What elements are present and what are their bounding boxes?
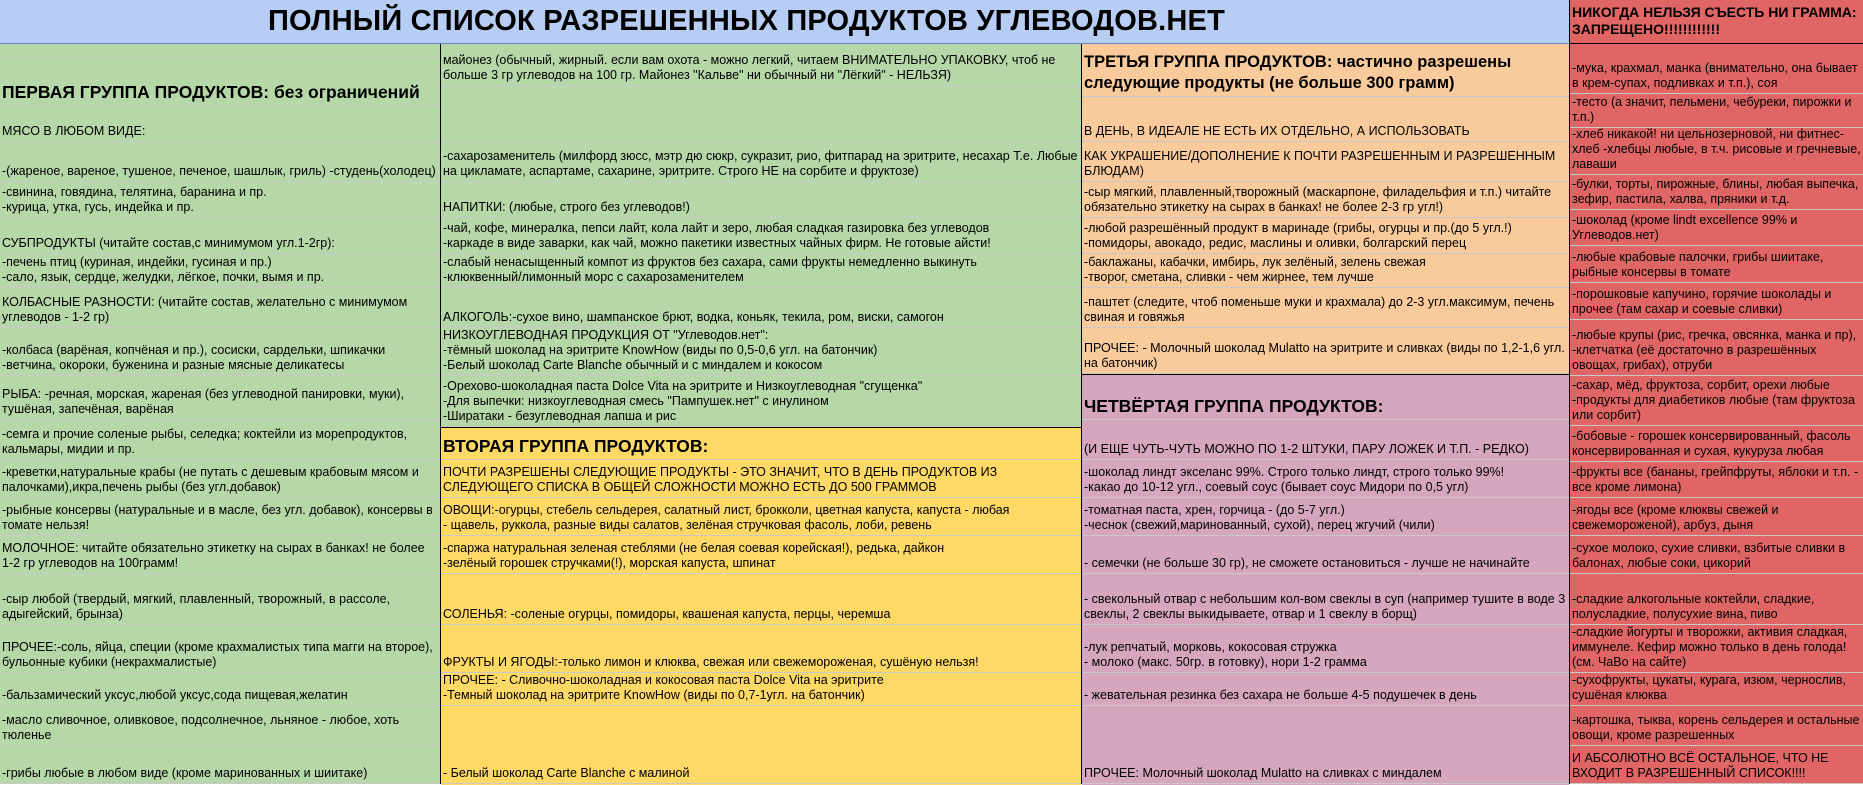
group2-heading[interactable]: ВТОРАЯ ГРУППА ПРОДУКТОВ: xyxy=(441,428,1081,460)
table-cell[interactable]: -масло сливочное, оливковое, подсолнечное, льняное - любое, хоть тюленье xyxy=(0,706,440,746)
table-cell[interactable]: -фрукты все (бананы, грейпфруты, яблоки и т.п. - все кроме лимона) xyxy=(1570,462,1863,498)
table-cell[interactable] xyxy=(441,86,1081,142)
table-cell[interactable]: -сладкие алкогольные коктейли, сладкие, полусладкие, полусухие вина, пиво xyxy=(1570,574,1863,625)
table-cell[interactable]: -лук репчатый, морковь, кокосовая стружка - молоко (макс. 50гр. в готовку), нори 1-2 грамма xyxy=(1082,625,1569,673)
table-cell[interactable]: -тесто (а значит, пельмени, чебуреки, пирожки и т.п.) xyxy=(1570,94,1863,128)
table-cell[interactable]: - жевательная резинка без сахара не больше 4-5 подушечек в день xyxy=(1082,673,1569,706)
table-cell[interactable]: -сухое молоко, сухие сливки, взбитые сливки в балонах, любые соки, цикорий xyxy=(1570,536,1863,574)
table-cell[interactable]: -булки, торты, пирожные, блины, любая выпечка, зефир, пастила, халва, пряники и т.д. xyxy=(1570,175,1863,210)
table-cell[interactable]: ОВОЩИ:-огурцы, стебель сельдерея, салатный лист, брокколи, цветная капуста, капуста - любая - щавель, руккола, разные виды салатов, зелёная стручковая фасоль, лоби, ревень xyxy=(441,498,1081,536)
table-cell[interactable]: ФРУКТЫ И ЯГОДЫ:-только лимон и клюква, свежая или свежемороженая, сушёную нельзя! xyxy=(441,625,1081,673)
table-cell[interactable]: ПРОЧЕЕ: - Молочный шоколад Mulatto на эритрите и сливках (виды по 1,2-1,6 угл. на батончик) xyxy=(1082,328,1569,374)
table-cell[interactable]: -бобовые - горошек консервированный, фасоль консервированная и сухая, кукуруза любая xyxy=(1570,426,1863,462)
table-cell[interactable]: И АБСОЛЮТНО ВСЁ ОСТАЛЬНОЕ, ЧТО НЕ ВХОДИТ В РАЗРЕШЕННЫЙ СПИСОК!!!! xyxy=(1570,746,1863,784)
column-divider xyxy=(1569,0,1570,784)
table-cell[interactable]: -сахар, мёд, фруктоза, сорбит, орехи любые -продукты для диабетиков любые (там фруктоза или сорбит) xyxy=(1570,376,1863,426)
table-cell[interactable]: -любой разрешённый продукт в маринаде (грибы, огурцы и пр.(до 5 угл.!) -помидоры, авокадо, редис, маслины и оливки, болгарский перец xyxy=(1082,218,1569,254)
table-cell[interactable]: НИЗКОУГЛЕВОДНАЯ ПРОДУКЦИЯ ОТ "Углеводов.нет": -тёмный шоколад на эритрите KnowHow (виды по 0,5-0,6 угл. на батончик) -Белый шоколад Carte Blanche обычный и с миндалем и кокосом xyxy=(441,328,1081,376)
column-divider xyxy=(440,44,441,784)
table-cell[interactable]: -креветки,натуральные крабы (не путать с дешевым крабовым мясом и палочками),икра,печень рыбы (без угл.добавок) xyxy=(0,460,440,498)
table-cell[interactable]: -томатная паста, хрен, горчица - (до 5-7 угл.) -чеснок (свежий,маринованный, сухой), перец жгучий (чили) xyxy=(1082,498,1569,536)
column-forbidden xyxy=(1570,0,1863,784)
table-cell[interactable]: НАПИТКИ: (любые, строго без углеводов!) xyxy=(441,182,1081,218)
table-cell[interactable]: -паштет (следите, чтоб поменьше муки и крахмала) до 2-3 угл.максимум, печень свиная и говяжья xyxy=(1082,288,1569,328)
table-cell[interactable]: ПРОЧЕЕ: - Сливочно-шоколадная и кокосовая паста Dolce Vita на эритрите -Темный шоколад на эритрите KnowHow (виды по 0,7-1угл. на батончик) xyxy=(441,673,1081,706)
table-cell[interactable]: -слабый ненасыщенный компот из фруктов без сахара, сами фрукты немедленно выкинуть -клюквенный/лимонный морс с сахарозаменителем xyxy=(441,254,1081,288)
table-cell[interactable]: - Белый шоколад Carte Blanche с малиной xyxy=(441,706,1081,784)
table-cell[interactable]: -сыр мягкий, плавленный,творожный (маскарпоне, филадельфия и т.п.) читайте обязательно этикетку на сырах в банках! не более 2-3 гр угл!) xyxy=(1082,182,1569,218)
table-cell[interactable]: -баклажаны, кабачки, имбирь, лук зелёный, зелень свежая -творог, сметана, сливки - чем жирнее, тем лучше xyxy=(1082,254,1569,288)
table-cell[interactable] xyxy=(0,44,440,59)
table-cell[interactable]: -сладкие йогурты и творожки, активия сладкая, иммунеле. Кефир можно только в день голода! (см. ЧаВо на сайте) xyxy=(1570,625,1863,673)
table-cell[interactable]: - свекольный отвар с небольшим кол-вом свеклы в суп (например тушите в воде 3 свеклы, 2 свеклы выкидываете, отвар и 1 свеклу в борщ) xyxy=(1082,574,1569,625)
table-cell[interactable]: -порошковые капучино, горячие шоколады и прочее (там сахар и соевые сливки) xyxy=(1570,283,1863,320)
group4-heading[interactable]: ЧЕТВЁРТАЯ ГРУППА ПРОДУКТОВ: xyxy=(1082,375,1569,420)
table-cell[interactable]: -семга и прочие соленые рыбы, селедка; коктейли из морепродуктов, кальмары, мидии и пр. xyxy=(0,420,440,460)
table-cell[interactable]: МЯСО В ЛЮБОМ ВИДЕ: xyxy=(0,106,440,142)
column-divider xyxy=(1081,44,1082,784)
table-cell[interactable]: -сахарозаменитель (милфорд зюсс, мэтр дю сюкр, сукразит, рио, фитпарад на эритрите, несахар Т.е. Любые на цикламате, аспартаме, сахарине, эритрите. Строго НЕ на сорбите и фруктозе) xyxy=(441,142,1081,182)
table-cell[interactable]: ПРОЧЕЕ:-соль, яйца, специи (кроме крахмалистых типа магги на второе), бульонные кубики (некрахмалистые) xyxy=(0,625,440,673)
table-cell[interactable]: (И ЕЩЕ ЧУТЬ-ЧУТЬ МОЖНО ПО 1-2 ШТУКИ, ПАРУ ЛОЖЕК И Т.П. - РЕДКО) xyxy=(1082,420,1569,460)
table-cell[interactable]: -мука, крахмал, манка (внимательно, она бывает в крем-супах, подливках и т.п.), соя xyxy=(1570,44,1863,94)
table-cell[interactable]: -печень птиц (куриная, индейки, гусиная и пр.) -сало, язык, сердце, желудки, лёгкое, почки, вымя и пр. xyxy=(0,254,440,288)
table-cell[interactable]: -спаржа натуральная зеленая стеблями (не белая соевая корейская!), редька, дайкон -зелёный горошек стручками(!), морская капуста, шпинат xyxy=(441,536,1081,574)
table-cell[interactable]: -любые крабовые палочки, грибы шиитаке, рыбные консервы в томате xyxy=(1570,246,1863,283)
table-cell[interactable]: В ДЕНЬ, В ИДЕАЛЕ НЕ ЕСТЬ ИХ ОТДЕЛЬНО, А ИСПОЛЬЗОВАТЬ xyxy=(1082,97,1569,142)
group3-heading[interactable]: ТРЕТЬЯ ГРУППА ПРОДУКТОВ: частично разрешены следующие продукты (не больше 300 грамм) xyxy=(1082,44,1569,97)
table-cell[interactable]: -чай, кофе, минералка, пепси лайт, кола лайт и зеро, любая сладкая газировка без углеводов -каркаде в виде заварки, как чай, можно пакетики известных чайных фирм. Не готовые айсти! xyxy=(441,218,1081,254)
table-cell[interactable]: КАК УКРАШЕНИЕ/ДОПОЛНЕНИЕ К ПОЧТИ РАЗРЕШЕННЫМ И РАЗРЕШЕННЫМ БЛЮДАМ) xyxy=(1082,142,1569,182)
table-cell[interactable]: -сыр любой (твердый, мягкий, плавленный, творожный, в рассоле, адыгейский, брынза) xyxy=(0,574,440,625)
table-cell[interactable]: -любые крупы (рис, гречка, овсянка, манка и пр), -клетчатка (её достаточно в разрешённых овощах, грибах), отруби xyxy=(1570,320,1863,376)
forbidden-heading[interactable]: НИКОГДА НЕЛЬЗЯ СЪЕСТЬ НИ ГРАММА: ЗАПРЕЩЕНО!!!!!!!!!!!! xyxy=(1570,0,1863,44)
sheet-title-bar xyxy=(0,0,1569,44)
table-cell[interactable]: -бальзамический уксус,любой уксус,сода пищевая,желатин xyxy=(0,673,440,706)
table-cell[interactable]: -шоколад линдт экселанс 99%. Строго только линдт, строго только 99%! -какао до 10-12 угл., соевый соус (бывает соус Мидори по 0,5 угл) xyxy=(1082,460,1569,498)
table-cell[interactable]: СУБПРОДУКТЫ (читайте состав,с минимумом угл.1-2гр): xyxy=(0,218,440,254)
table-cell[interactable]: -сухофрукты, цукаты, курага, изюм, чернослив, сушёная клюква xyxy=(1570,673,1863,706)
table-cell[interactable]: -Орехово-шоколадная паста Dolce Vita на эритрите и Низкоуглеводная "сгущенка" -Для выпечки: низкоуглеводная смесь "Пампушек.нет" с инулином -Ширатаки - безуглеводная лапша и рис xyxy=(441,376,1081,427)
page-title: ПОЛНЫЙ СПИСОК РАЗРЕШЕННЫХ ПРОДУКТОВ УГЛЕВОДОВ.НЕТ xyxy=(267,5,1226,37)
table-cell[interactable]: -хлеб никакой! ни цельнозерновой, ни фитнес-хлеб -хлебцы любые, в т.ч. рисовые и гречневые, лаваши xyxy=(1570,128,1863,175)
table-cell[interactable]: ПРОЧЕЕ: Молочный шоколад Mulatto на сливках с миндалем xyxy=(1082,706,1569,784)
table-cell[interactable]: -колбаса (варёная, копчёная и пр.), сосиски, сардельки, шпикачки -ветчина, окороки, буженина и разные мясные деликатесы xyxy=(0,328,440,376)
table-cell[interactable]: МОЛОЧНОЕ: читайте обязательно этикетку на сырах в банках! не более 1-2 гр углеводов на 100грамм! xyxy=(0,536,440,574)
table-cell[interactable]: -грибы любые в любом виде (кроме маринованных и шиитаке) xyxy=(0,746,440,784)
table-cell[interactable]: -картошка, тыква, корень сельдерея и остальные овощи, кроме разрешенных xyxy=(1570,706,1863,746)
table-cell[interactable]: АЛКОГОЛЬ:-сухое вино, шампанское брют, водка, коньяк, текила, ром, виски, самогон xyxy=(441,288,1081,328)
table-cell[interactable]: -рыбные консервы (натуральные и в масле, без угл. добавок), консервы в томате нельзя! xyxy=(0,498,440,536)
column-group1-group2 xyxy=(441,44,1081,784)
table-cell[interactable]: -свинина, говядина, телятина, баранина и пр. -курица, утка, гусь, индейка и пр. xyxy=(0,182,440,218)
table-cell[interactable]: КОЛБАСНЫЕ РАЗНОСТИ: (читайте состав, желательно с минимумом углеводов - 1-2 гр) xyxy=(0,288,440,328)
group1-heading[interactable]: ПЕРВАЯ ГРУППА ПРОДУКТОВ: без ограничений xyxy=(0,59,440,106)
table-cell[interactable]: -ягоды все (кроме клюквы свежей и свежемороженой), арбуз, дыня xyxy=(1570,498,1863,536)
column-group3-group4 xyxy=(1082,44,1569,784)
table-cell[interactable]: майонез (обычный, жирный. если вам охота - можно легкий, читаем ВНИМАТЕЛЬНО УПАКОВКУ, чтоб не больше 3 гр углеводов на 100 гр. Майонез "Кальве" ни обычный ни "Лёгкий" - НЕЛЬЗЯ) xyxy=(441,44,1081,86)
table-cell[interactable]: - семечки (не больше 30 гр), не сможете остановиться - лучше не начинайте xyxy=(1082,536,1569,574)
table-cell[interactable]: СОЛЕНЬЯ: -соленые огурцы, помидоры, квашеная капуста, перцы, черемша xyxy=(441,574,1081,625)
table-cell[interactable]: ПОЧТИ РАЗРЕШЕНЫ СЛЕДУЮЩИЕ ПРОДУКТЫ - ЭТО ЗНАЧИТ, ЧТО В ДЕНЬ ПРОДУКТОВ ИЗ СЛЕДУЮЩЕГО СПИСКА В ОБЩЕЙ СЛОЖНОСТИ МОЖНО ЕСТЬ ДО 500 ГРАММОВ xyxy=(441,460,1081,498)
table-cell[interactable]: -шоколад (кроме lindt excellence 99% и Углеводов.нет) xyxy=(1570,210,1863,246)
table-cell[interactable]: -(жареное, вареное, тушеное, печеное, шашлык, гриль) -студень(холодец) xyxy=(0,142,440,182)
table-cell[interactable]: РЫБА: -речная, морская, жареная (без углеводной панировки, муки), тушёная, запечёная, варёная xyxy=(0,376,440,420)
column-group1 xyxy=(0,44,440,784)
